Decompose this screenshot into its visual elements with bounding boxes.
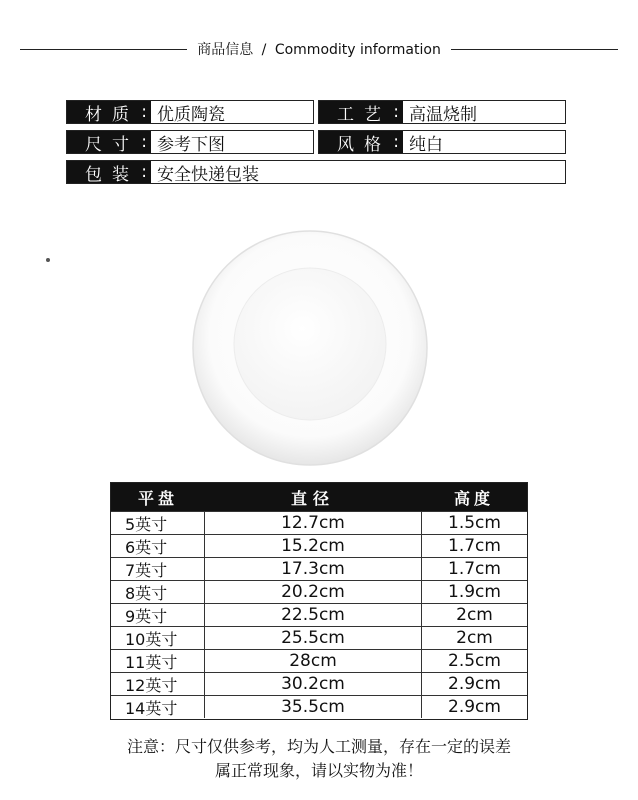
cell-diameter: 25.5cm <box>205 627 422 649</box>
table-row <box>111 534 527 557</box>
spec-style <box>318 130 566 154</box>
cell-size: 8英寸 <box>111 581 205 603</box>
cell-diameter: 20.2cm <box>205 581 422 603</box>
spec-label: 风格 : <box>319 131 403 153</box>
plate-icon <box>190 228 430 468</box>
cell-height: 2.9cm <box>448 674 501 694</box>
title-cn: 商品信息 <box>197 42 254 58</box>
cell-height: 1.9cm <box>448 582 501 602</box>
table-row <box>111 649 527 672</box>
spec-value: 安全快递包装 <box>157 164 259 185</box>
cell-height: 2cm <box>456 605 493 625</box>
cell-diameter: 12.7cm <box>205 512 422 534</box>
section-title <box>187 39 451 59</box>
table-row <box>111 695 527 718</box>
cell-height: 2cm <box>456 628 493 648</box>
cell-diameter: 17.3cm <box>205 558 422 580</box>
cell-size: 5英寸 <box>111 512 205 534</box>
speck-mark <box>46 258 50 262</box>
header-rule-left <box>20 49 187 50</box>
table-row <box>111 580 527 603</box>
header-diameter: 直径 <box>290 488 335 508</box>
cell-size: 9英寸 <box>111 604 205 626</box>
title-slash: / <box>261 42 267 58</box>
table-row <box>111 603 527 626</box>
header-height: 高度 <box>453 488 494 508</box>
spec-value: 纯白 <box>409 134 443 155</box>
table-row <box>111 626 527 649</box>
header-plate: 平盘 <box>137 488 178 508</box>
size-table <box>110 482 528 720</box>
spec-label: 材质 : <box>67 101 151 123</box>
spec-value: 参考下图 <box>157 134 225 155</box>
table-row <box>111 672 527 695</box>
note-line-1: 注意：尺寸仅供参考，均为人工测量，存在一定的误差 <box>126 737 511 756</box>
spec-craft <box>318 100 566 124</box>
table-row <box>111 511 527 534</box>
cell-diameter: 30.2cm <box>205 673 422 695</box>
cell-size: 11英寸 <box>111 650 205 672</box>
cell-height: 2.9cm <box>448 697 501 717</box>
cell-size: 12英寸 <box>111 673 205 695</box>
spec-packaging <box>66 160 566 184</box>
spec-size <box>66 130 314 154</box>
spec-label: 尺寸 : <box>67 131 151 153</box>
spec-material <box>66 100 314 124</box>
cell-height: 1.7cm <box>448 559 501 579</box>
cell-diameter: 15.2cm <box>205 535 422 557</box>
cell-size: 10英寸 <box>111 627 205 649</box>
spec-value: 优质陶瓷 <box>157 104 225 125</box>
product-plate-image <box>190 228 430 468</box>
spec-value: 高温烧制 <box>409 104 477 125</box>
table-row <box>111 557 527 580</box>
spec-label: 包装 : <box>67 161 151 183</box>
note-line-2: 属正常现象，请以实物为准！ <box>214 761 423 780</box>
spec-label: 工艺 : <box>319 101 403 123</box>
cell-diameter: 22.5cm <box>205 604 422 626</box>
title-en: Commodity information <box>274 42 441 58</box>
table-header <box>111 483 527 511</box>
cell-size: 7英寸 <box>111 558 205 580</box>
cell-height: 1.5cm <box>448 513 501 533</box>
cell-size: 14英寸 <box>111 696 205 718</box>
cell-diameter: 28cm <box>205 650 422 672</box>
cell-height: 1.7cm <box>448 536 501 556</box>
cell-height: 2.5cm <box>448 651 501 671</box>
header-rule-right <box>451 49 618 50</box>
cell-size: 6英寸 <box>111 535 205 557</box>
cell-diameter: 35.5cm <box>205 696 422 718</box>
section-header <box>20 36 618 62</box>
